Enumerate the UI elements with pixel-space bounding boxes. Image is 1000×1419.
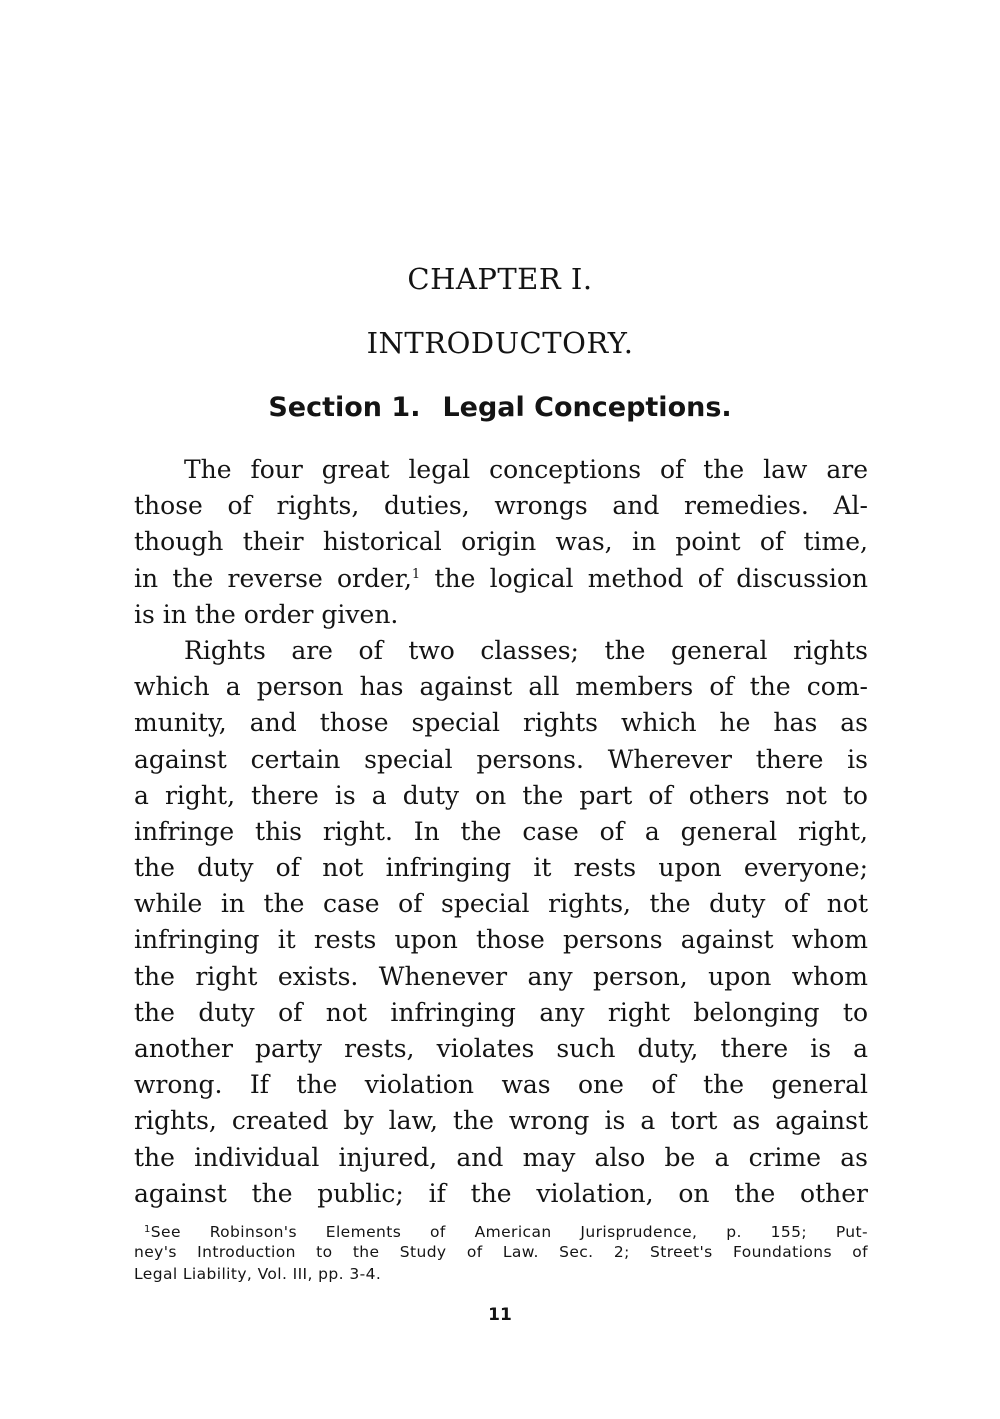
text-line: another party rests, violates such duty, there is a [134,1034,868,1063]
text-line-with-footnote-ref [134,561,868,597]
text-line: a right, there is a duty on the part of others not to [134,780,868,810]
chapter-title: INTRODUCTORY. [366,326,634,360]
section-label: Section 1. [268,392,421,423]
text-line: though their historical origin was, in point of time, [134,527,868,557]
section-heading [0,392,1000,423]
text-line: the duty of not infringing any right belonging to [134,997,868,1027]
text-line: munity, and those special rights which he has as [134,708,868,738]
text-line: infringing it rests upon those persons against whom [134,925,868,955]
text-line: infringe this right. In the case of a general right, [134,816,868,846]
text-line: rights, created by law, the wrong is a tort as against [134,1106,868,1136]
text-line: which a person has against all members of the com- [134,672,868,702]
body-text [134,452,868,1212]
footnote [134,1219,868,1285]
text-line: wrong. If the violation was one of the general [134,1070,868,1100]
text-line: is in the order given. [134,599,399,629]
text-segment: in the reverse order, [134,563,412,593]
footnote-line [134,1219,868,1241]
footnote-mark: 1 [144,1224,151,1235]
text-line: the individual injured, and may also be a crime as [134,1142,868,1172]
chapter-number: CHAPTER I. [407,262,593,296]
text-line: The four great legal conceptions of the law are [184,455,868,484]
text-segment: the logical method of discussion [434,563,868,593]
text-line: those of rights, duties, wrongs and remedies. Al- [134,491,868,521]
section-title: Legal Conceptions. [442,392,732,423]
footnote-line: Legal Liability, Vol. III, pp. 3-4. [134,1265,382,1283]
footnote-reference: 1 [411,566,421,582]
text-line: against certain special persons. Wherever there is [134,744,868,774]
text-line: the right exists. Whenever any person, upon whom [134,961,868,991]
text-line: Rights are of two classes; the general rights [184,635,868,665]
text-line: the duty of not infringing it rests upon everyone; [134,853,868,883]
footnote-line: ney's Introduction to the Study of Law. Sec. 2; Street's Foundations of [134,1243,868,1261]
text-line: against the public; if the violation, on the other [134,1178,868,1208]
page-number: 11 [488,1305,512,1325]
text-line: while in the case of special rights, the duty of not [134,889,868,919]
footnote-text: See Robinson's Elements of American Jurisprudence, p. 155; Put- [150,1223,868,1241]
